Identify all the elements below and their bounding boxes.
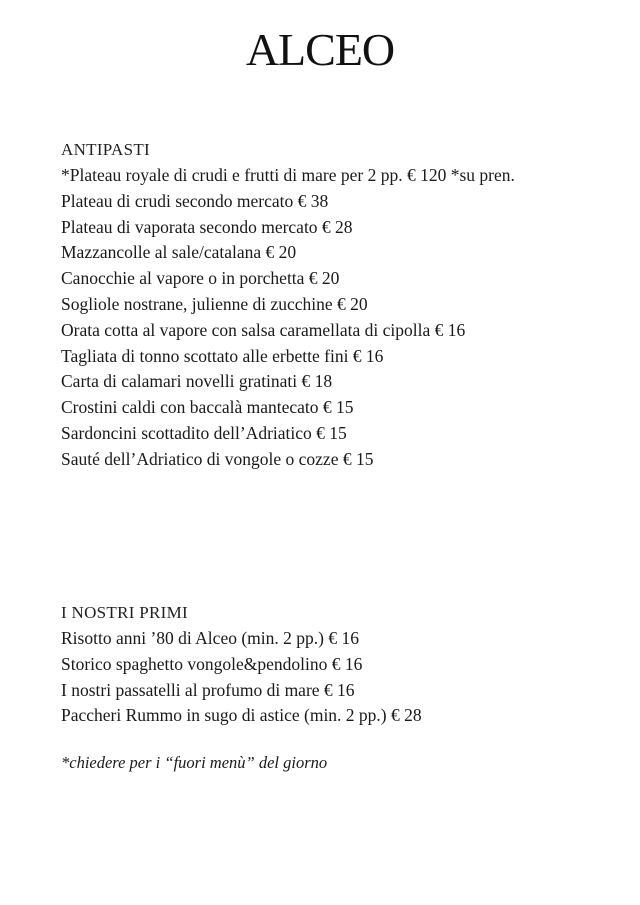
menu-item: *Plateau royale di crudi e frutti di mare per 2 pp. € 120 *su pren. [61, 165, 515, 185]
menu-item: Carta di calamari novelli gratinati € 18 [61, 371, 333, 392]
menu-item: Sardoncini scottadito dell’Adriatico € 15 [61, 422, 347, 443]
menu-item: Mazzancolle al sale/catalana € 20 [61, 242, 297, 263]
menu-item: Sogliole nostrane, julienne di zucchine € 20 [61, 293, 368, 314]
menu-item: Tagliata di tonno scottato alle erbette fini € 16 [61, 345, 384, 366]
menu-item: Risotto anni ’80 di Alceo (min. 2 pp.) € 16 [61, 628, 359, 648]
section-heading-antipasti: ANTIPASTI [61, 140, 150, 159]
section-heading-primi: I NOSTRI PRIMI [61, 603, 188, 622]
menu-item: Crostini caldi con baccalà mantecato € 15 [61, 397, 354, 418]
menu-item: Storico spaghetto vongole&pendolino € 16 [61, 653, 363, 674]
antipasti-item-list [61, 163, 515, 473]
menu-item: Plateau di crudi secondo mercato € 38 [61, 190, 329, 211]
menu-item: Canocchie al vapore o in porchetta € 20 [61, 268, 340, 289]
section-primi [61, 600, 422, 729]
menu-item: Sauté dell’Adriatico di vongole o cozze € 15 [61, 448, 374, 469]
menu-item: Plateau di vaporata secondo mercato € 28 [61, 216, 353, 237]
primi-item-list [61, 626, 422, 729]
menu-item: I nostri passatelli al profumo di mare € 16 [61, 679, 355, 700]
section-antipasti [61, 137, 515, 473]
menu-item: Orata cotta al vapore con salsa caramellata di cipolla € 16 [61, 319, 466, 340]
menu-item: Paccheri Rummo in sugo di astice (min. 2 pp.) € 28 [61, 705, 422, 726]
restaurant-title: ALCEO [245, 24, 395, 75]
footnote: *chiedere per i “fuori menù” del giorno [61, 753, 328, 772]
